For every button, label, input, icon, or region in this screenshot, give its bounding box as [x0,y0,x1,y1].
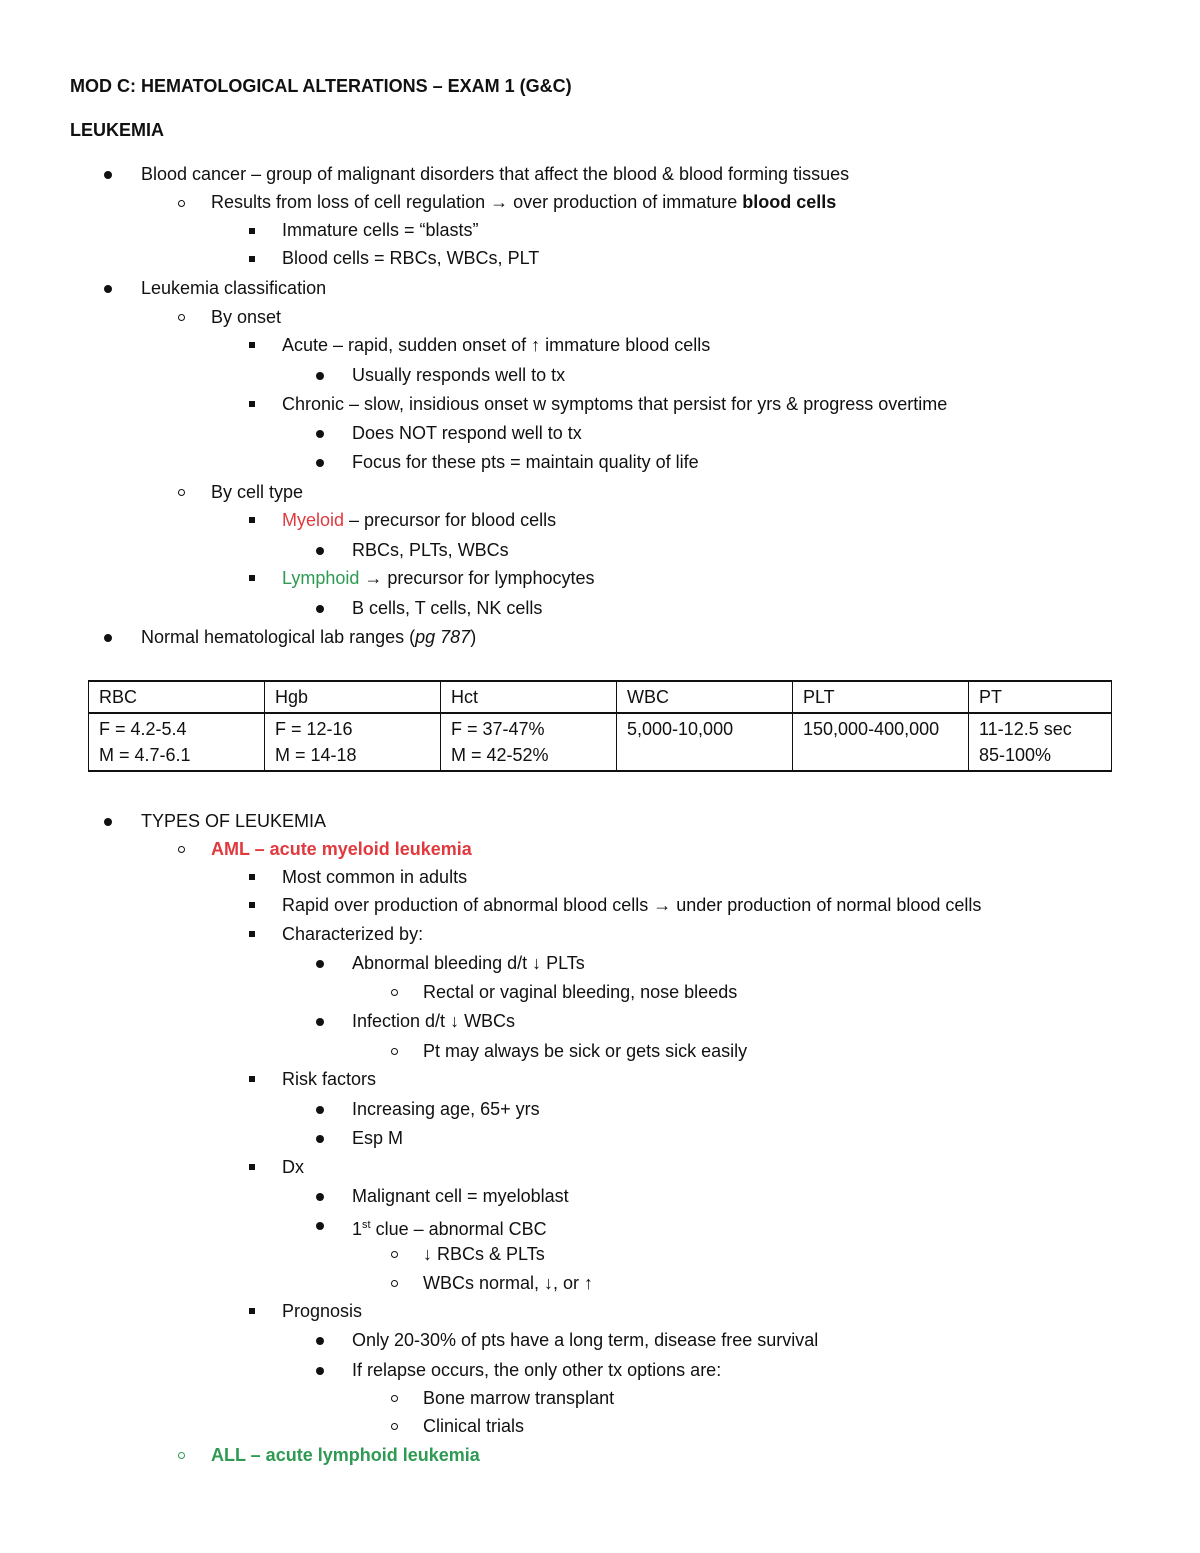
list-text: Rapid over production of abnormal blood cells [282,895,654,915]
bullet-circle [178,489,185,496]
arrow-right-icon: → [653,895,672,915]
list-item [352,1214,547,1240]
list-text: – precursor for blood cells [344,510,557,530]
list-item [282,509,556,531]
lymphoid-label: Lymphoid [282,568,360,588]
table-header-row [89,681,1112,713]
list-item: Rectal or vaginal bleeding, nose bleeds [423,982,738,1002]
bullet-dot [104,818,112,826]
list-item: RBCs, PLTs, WBCs [352,540,509,560]
bullet-dot [316,1193,324,1201]
page-reference: pg 787 [415,627,471,647]
document-title: MOD C: HEMATOLOGICAL ALTERATIONS – EXAM 1 (G&C) [70,76,572,96]
bullet-circle [391,1395,398,1402]
arrow-down-icon: ↓ [450,1011,460,1031]
arrow-right-icon: → [490,192,509,212]
list-text: WBCs [459,1011,516,1031]
bullet-circle [391,1423,398,1430]
cell-line: M = 4.7-6.1 [99,745,191,765]
table-header-cell: Hgb [265,681,441,713]
bullet-square [249,228,255,234]
list-item [211,191,836,213]
list-text: WBCs normal, [423,1273,545,1293]
table-cell [793,713,969,771]
list-text: , or [553,1273,585,1293]
cell-line: 85-100% [979,745,1052,765]
cell-line: M = 42-52% [451,745,549,765]
list-item: Characterized by: [282,924,424,944]
list-item [352,952,585,974]
bullet-dot [316,1337,324,1345]
list-item [141,626,476,648]
bullet-dot [316,430,324,438]
bullet-circle [391,1280,398,1287]
list-item [423,1243,545,1265]
section-heading: LEUKEMIA [70,120,164,140]
list-text: under production of normal blood cells [671,895,982,915]
bullet-dot [316,547,324,555]
arrow-up-icon: ↑ [531,335,541,355]
myeloid-label: Myeloid [282,510,345,530]
bullet-dot [316,1106,324,1114]
list-item [282,567,594,589]
aml-heading: AML – acute myeloid leukemia [211,839,472,859]
list-text: RBCs & PLTs [432,1244,545,1264]
bullet-square [249,1076,255,1082]
bullet-dot [104,171,112,179]
bullet-dot [316,1135,324,1143]
bullet-dot [316,1367,324,1375]
table-header-cell: PLT [793,681,969,713]
bullet-square [249,256,255,262]
list-item: Chronic – slow, insidious onset w symptoms that persist for yrs & progress overtime [282,394,948,414]
list-item [352,1010,515,1032]
list-item: By cell type [211,482,304,502]
list-item: TYPES OF LEUKEMIA [141,811,327,831]
superscript: st [362,1219,371,1231]
list-item: Blood cancer – group of malignant disorders that affect the blood & blood forming tissues [141,164,850,184]
list-item: If relapse occurs, the only other tx options are: [352,1360,722,1380]
bullet-circle [178,314,185,321]
bullet-square [249,401,255,407]
list-item: B cells, T cells, NK cells [352,598,543,618]
bullet-dot [104,634,112,642]
table-cell [441,713,617,771]
list-text: Results from loss of cell regulation [211,192,491,212]
bullet-circle [391,1251,398,1258]
table-header-cell: RBC [89,681,265,713]
cell-line: 5,000-10,000 [627,719,734,739]
cell-line: 11-12.5 sec [979,719,1072,739]
bullet-dot [316,1018,324,1026]
list-item: Esp M [352,1128,404,1148]
list-text: precursor for lymphocytes [382,568,595,588]
cell-line: F = 12-16 [275,719,353,739]
list-item: Dx [282,1157,304,1177]
emphasis-text: blood cells [742,192,837,212]
cell-line: F = 4.2-5.4 [99,719,187,739]
bullet-square [249,1164,255,1170]
arrow-down-icon: ↓ [532,953,542,973]
bullet-square [249,342,255,348]
list-text: clue – abnormal CBC [370,1219,547,1239]
list-item: Increasing age, 65+ yrs [352,1099,540,1119]
list-item [282,894,981,916]
list-item: Leukemia classification [141,278,327,298]
bullet-square [249,902,255,908]
arrow-up-icon: ↑ [584,1273,594,1293]
list-item: Immature cells = “blasts” [282,220,479,240]
list-text: Normal hematological lab ranges ( [141,627,416,647]
cell-line: M = 14-18 [275,745,357,765]
list-text: Abnormal bleeding d/t [352,953,533,973]
bullet-circle [178,846,185,853]
bullet-circle [391,1048,398,1055]
arrow-right-icon: → [359,568,383,588]
bullet-dot [316,1222,324,1230]
bullet-dot [316,372,324,380]
bullet-square [249,575,255,581]
list-text: immature blood cells [540,335,711,355]
list-text: PLTs [541,953,585,973]
table-header-cell: Hct [441,681,617,713]
bullet-dot [316,960,324,968]
table-cell [265,713,441,771]
list-item: By onset [211,307,282,327]
table-header-cell: PT [969,681,1112,713]
arrow-down-icon: ↓ [423,1244,432,1264]
list-item: Does NOT respond well to tx [352,423,582,443]
lab-ranges-table [88,680,1112,772]
list-text: Infection d/t [352,1011,451,1031]
list-text: ) [470,627,477,647]
list-item: Clinical trials [423,1416,525,1436]
bullet-circle [178,200,185,207]
table-row [89,713,1112,771]
list-item: Focus for these pts = maintain quality of life [352,452,699,472]
list-item: Pt may always be sick or gets sick easily [423,1041,748,1061]
table-cell [617,713,793,771]
bullet-circle [178,1452,185,1459]
list-text: 1 [352,1219,363,1239]
bullet-square [249,931,255,937]
bullet-dot [316,605,324,613]
list-item: Most common in adults [282,867,468,887]
cell-line: F = 37-47% [451,719,545,739]
list-item: Blood cells = RBCs, WBCs, PLT [282,248,540,268]
list-item: Usually responds well to tx [352,365,566,385]
bullet-dot [316,459,324,467]
list-text: Acute – rapid, sudden onset of [282,335,532,355]
list-item: Prognosis [282,1301,363,1321]
list-item: Only 20-30% of pts have a long term, disease free survival [352,1330,819,1350]
bullet-square [249,517,255,523]
arrow-down-icon: ↓ [544,1273,554,1293]
table-cell [89,713,265,771]
all-heading: ALL – acute lymphoid leukemia [211,1445,480,1465]
cell-line: 150,000-400,000 [803,719,940,739]
list-item [423,1272,593,1294]
table-cell [969,713,1112,771]
bullet-circle [391,989,398,996]
list-item [282,334,710,356]
list-item: Bone marrow transplant [423,1388,615,1408]
bullet-square [249,874,255,880]
list-item: Risk factors [282,1069,377,1089]
list-text: over production of immature [508,192,743,212]
list-item: Malignant cell = myeloblast [352,1186,569,1206]
bullet-dot [104,285,112,293]
bullet-square [249,1308,255,1314]
table-header-cell: WBC [617,681,793,713]
